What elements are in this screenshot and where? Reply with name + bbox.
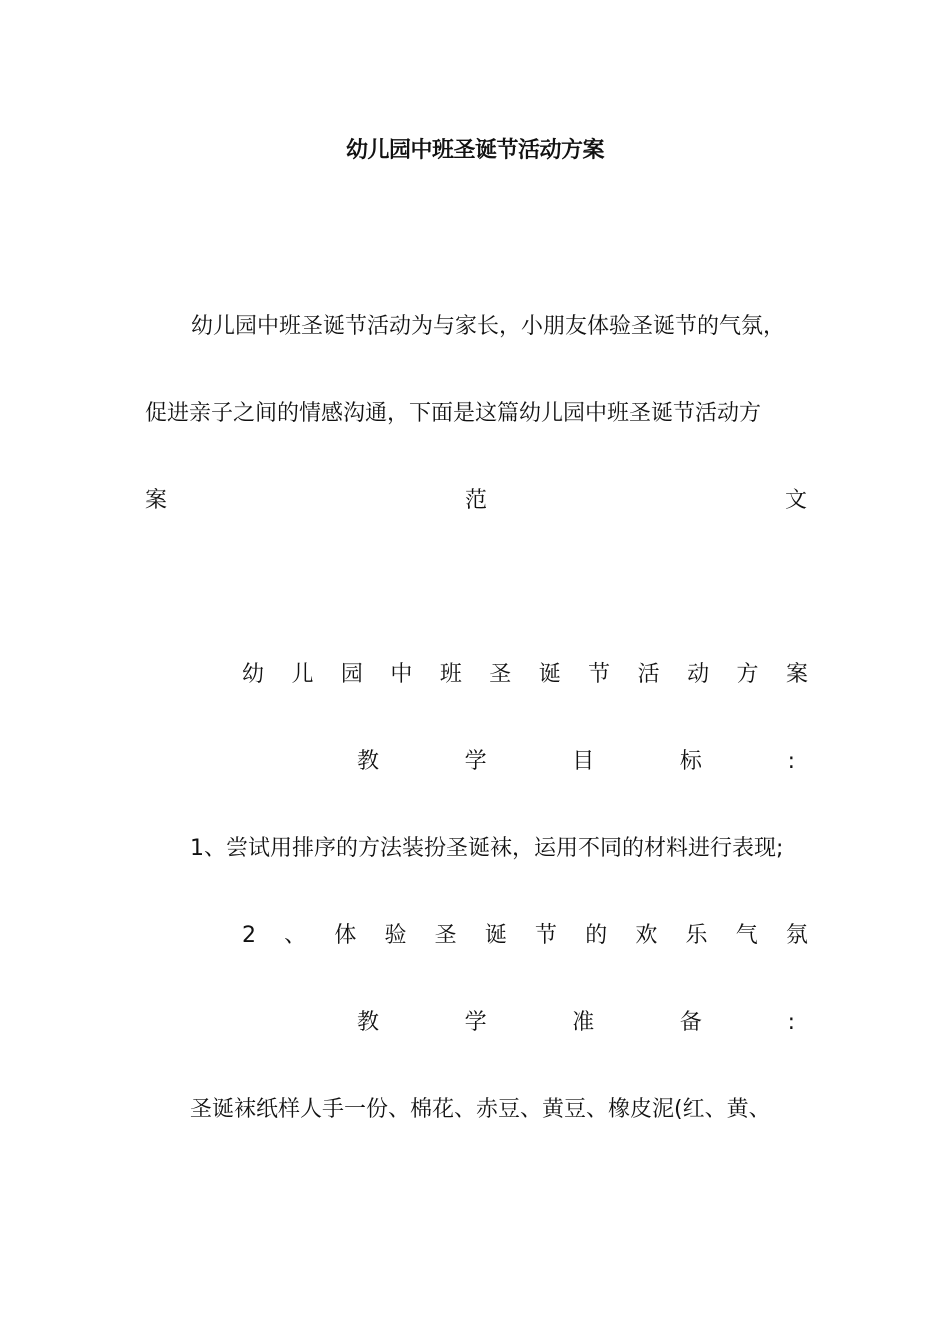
heading-char: 案 [785, 662, 808, 687]
preparation-heading [357, 1006, 795, 1040]
objective-char: 欢 [635, 923, 658, 948]
heading-char: : [787, 1010, 795, 1035]
intro-line-1: 幼儿园中班圣诞节活动为与家长，小朋友体验圣诞节的气氛， [191, 314, 786, 339]
heading-char: 活 [637, 662, 660, 687]
heading-char: 中 [390, 662, 413, 687]
heading-char: : [787, 749, 795, 774]
objectives-heading [357, 745, 795, 779]
objective-char: 2 [242, 923, 256, 948]
objective-char: 体 [334, 923, 357, 948]
objective-char: 乐 [685, 923, 708, 948]
heading-char: 园 [340, 662, 363, 687]
objective-char: 的 [585, 923, 608, 948]
heading-char: 准 [572, 1010, 595, 1035]
objective-char: 圣 [434, 923, 457, 948]
heading-char: 诞 [538, 662, 561, 687]
heading-char: 教 [357, 1010, 380, 1035]
heading-char: 学 [464, 1010, 487, 1035]
heading-char: 方 [736, 662, 759, 687]
heading-char: 动 [687, 662, 710, 687]
objective-char: 节 [535, 923, 558, 948]
intro-char: 范 [464, 488, 487, 513]
heading-char: 教 [357, 749, 380, 774]
heading-char: 学 [464, 749, 487, 774]
objective-char: 验 [384, 923, 407, 948]
document-title: 幼儿园中班圣诞节活动方案 [345, 138, 604, 163]
objective-1: 1、尝试用排序的方法装扮圣诞袜，运用不同的材料进行表现; [190, 836, 784, 861]
preparation-line: 圣诞袜纸样人手一份、棉花、赤豆、黄豆、橡皮泥(红、黄、 [190, 1097, 771, 1122]
intro-char: 文 [784, 488, 807, 513]
section-heading [242, 658, 808, 692]
heading-char: 标 [679, 749, 702, 774]
heading-char: 儿 [291, 662, 314, 687]
objective-char: 、 [284, 923, 307, 948]
objective-char: 诞 [484, 923, 507, 948]
intro-char: 案 [145, 488, 168, 513]
objective-2 [242, 919, 808, 953]
heading-char: 备 [679, 1010, 702, 1035]
heading-char: 班 [439, 662, 462, 687]
objective-char: 氛 [785, 923, 808, 948]
objective-char: 气 [735, 923, 758, 948]
heading-char: 圣 [489, 662, 512, 687]
intro-line-2: 促进亲子之间的情感沟通，下面是这篇幼儿园中班圣诞节活动方 [145, 401, 762, 426]
heading-char: 节 [588, 662, 611, 687]
heading-char: 幼 [242, 662, 265, 687]
intro-line-3 [145, 484, 807, 518]
heading-char: 目 [572, 749, 595, 774]
